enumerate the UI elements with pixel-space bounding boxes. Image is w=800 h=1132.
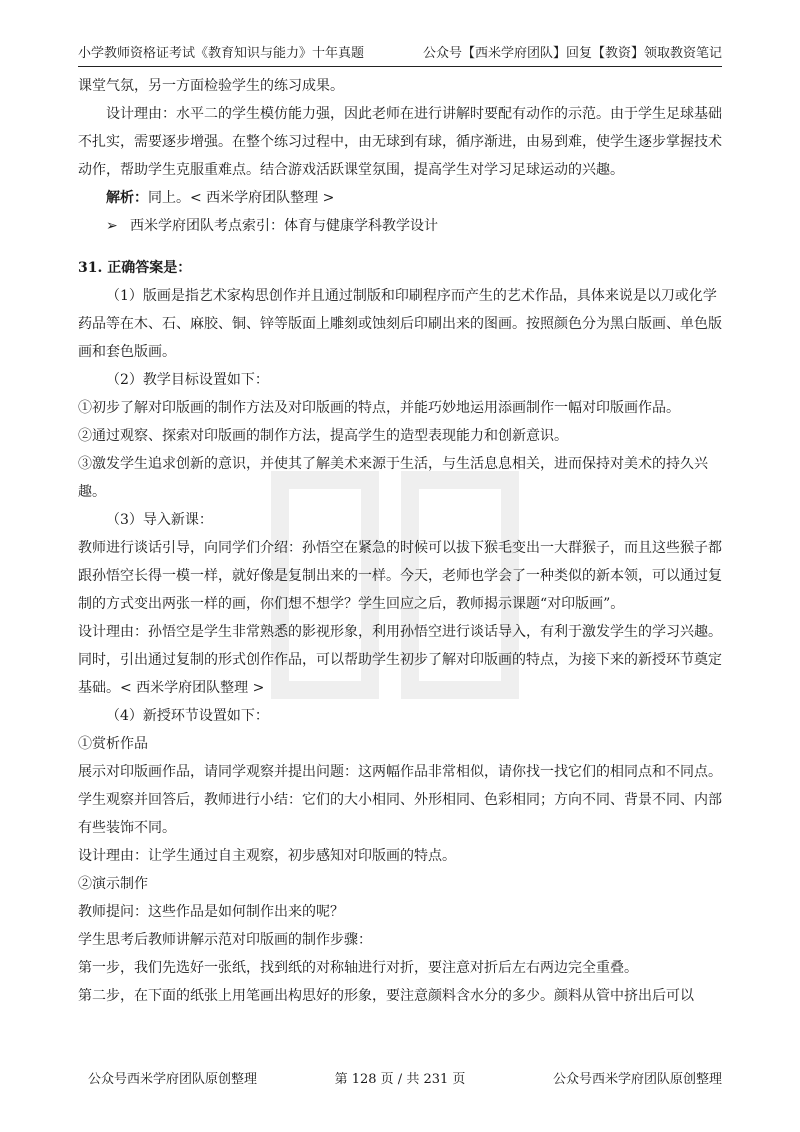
paragraph: ②通过观察、探索对印版画的制作方法，提高学生的造型表现能力和创新意识。 — [78, 428, 568, 444]
paragraph: 展示对印版画作品，请同学观察并提出问题：这两幅作品非常相似，请你找一找它们的相同点和不同点。 — [78, 764, 722, 780]
paragraph: ①赏析作品 — [78, 736, 148, 752]
paragraph: 教师提问：这些作品是如何制作出来的呢？ — [78, 904, 344, 920]
bullet-line — [78, 212, 722, 240]
analysis-line — [78, 184, 722, 212]
footer-left: 公众号西米学府团队原创整理 — [88, 1072, 258, 1087]
header-title: 小学教师资格证考试《教育知识与能力》十年真题 — [78, 46, 365, 61]
paragraph: ②演示制作 — [78, 876, 148, 892]
paragraph: 第一步，我们先选好一张纸，找到纸的对称轴进行对折，要注意对折后左右两边完全重叠。 — [78, 960, 638, 976]
bullet-text: 西米学府团队考点索引：体育与健康学科教学设计 — [130, 218, 438, 234]
page-number: 第 128 页 / 共 231 页 — [334, 1072, 466, 1087]
paragraph: （2）教学目标设置如下： — [106, 372, 269, 388]
paragraph: （1）版画是指艺术家构思创作并且通过制版和印刷程序而产生的艺术作品，具体来说是以刀或化学药品等在木、石、麻胶、铜、锌等版面上雕刻或蚀刻后印刷出来的图画。按照颜色分为黑白版画、单色版画和套色版画。 — [78, 288, 722, 360]
analysis-text: 同上。< 西米学府团队整理 > — [148, 190, 335, 206]
paragraph: 学生观察并回答后，教师进行小结：它们的大小相同、外形相同、色彩相同；方向不同、背景不同、内部有些装饰不同。 — [78, 792, 722, 836]
arrow-bullet-icon: ➢ — [106, 218, 118, 234]
page-footer — [78, 1068, 722, 1088]
page-header — [78, 44, 722, 67]
footer-right: 公众号西米学府团队原创整理 — [552, 1072, 722, 1087]
paragraph: ③激发学生追求创新的意识，并使其了解美术来源于生活，与生活息息相关，进而保持对美术的持久兴趣。 — [78, 456, 708, 500]
paragraph: 设计理由：孙悟空是学生非常熟悉的影视形象，利用孙悟空进行谈话导入，有利于激发学生的学习兴趣。同时，引出通过复制的形式创作作品，可以帮助学生初步了解对印版画的特点，为接下来的新授环节奠定基础。< 西米学府团队整理 > — [78, 624, 722, 696]
paragraph: 第二步，在下面的纸张上用笔画出构思好的形象，要注意颜料含水分的多少。颜料从管中挤出后可以 — [78, 988, 694, 1004]
question-title: 31. 正确答案是： — [78, 260, 192, 276]
paragraph: （3）导入新课： — [106, 512, 213, 528]
paragraph: 教师进行谈话引导，向同学们介绍：孙悟空在紧急的时候可以拔下猴毛变出一大群猴子，而且这些猴子都跟孙悟空长得一模一样，就好像是复制出来的一样。今天，老师也学会了一种类似的新本领，可以通过复制的方式变出两张一样的画，你们想不想学？学生回应之后，教师揭示课题“对印版画”。 — [78, 540, 722, 612]
paragraph: 学生思考后教师讲解示范对印版画的制作步骤： — [78, 932, 372, 948]
analysis-label: 解析： — [106, 190, 148, 206]
paragraph: ①初步了解对印版画的制作方法及对印版画的特点，并能巧妙地运用添画制作一幅对印版画作品。 — [78, 400, 680, 416]
paragraph: （4）新授环节设置如下： — [106, 708, 269, 724]
paragraph: 设计理由：让学生通过自主观察，初步感知对印版画的特点。 — [78, 848, 456, 864]
paragraph: 课堂气氛，另一方面检验学生的练习成果。 — [78, 78, 344, 94]
header-promo: 公众号【西米学府团队】回复【教资】领取教资笔记 — [422, 46, 722, 61]
document-body — [78, 72, 722, 1010]
paragraph: 设计理由：水平二的学生模仿能力强，因此老师在进行讲解时要配有动作的示范。由于学生足球基础不扎实，需要逐步增强。在整个练习过程中，由无球到有球，循序渐进，由易到难，使学生逐步掌握技术动作，帮助学生克服重难点。结合游戏活跃课堂氛围，提高学生对学习足球运动的兴趣。 — [78, 106, 722, 178]
